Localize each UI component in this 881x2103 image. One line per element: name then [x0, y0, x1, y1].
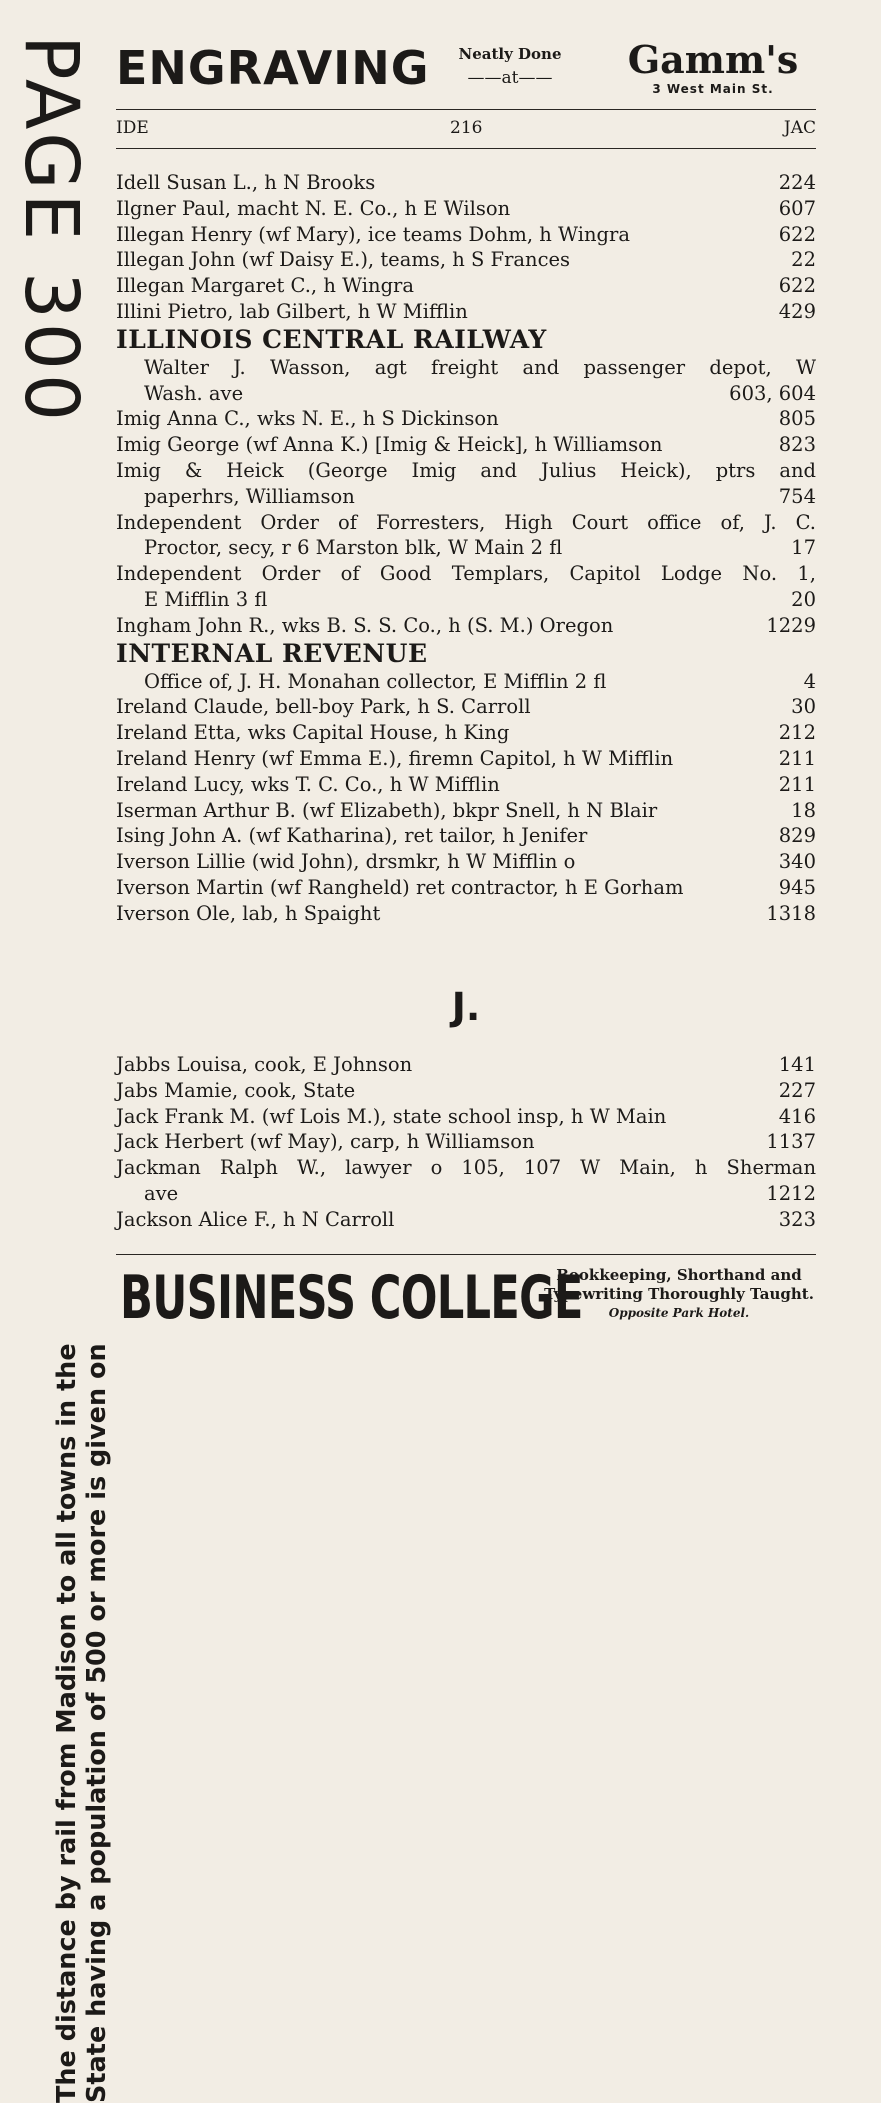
- header-right-guide: JAC: [783, 118, 816, 138]
- entry-number: 1229: [766, 613, 816, 637]
- list-item: [116, 510, 816, 562]
- page-number: 216: [450, 118, 483, 138]
- list-item: [116, 355, 816, 407]
- header-left-guide: IDE: [116, 118, 149, 138]
- at-label: ——at——: [467, 68, 553, 88]
- shop-name-block: [608, 38, 818, 96]
- list-item: [116, 1129, 816, 1155]
- entry-number: 823: [778, 433, 816, 457]
- entry-number: 323: [778, 1207, 816, 1231]
- entry-number: 20: [791, 587, 816, 611]
- list-item: [116, 1104, 816, 1130]
- list-item: [116, 613, 816, 639]
- list-item: [116, 1207, 816, 1233]
- list-item: [116, 273, 816, 299]
- entry-text: Independent Order of Good Templars, Capitol Lodge No. 1,: [116, 562, 816, 586]
- side-banner-line-2: State having a population of 500 or more is given on: [82, 1343, 112, 2103]
- entry-text: Idell Susan L., h N Brooks: [116, 171, 376, 194]
- list-item: [116, 823, 816, 849]
- entry-number: 211: [778, 772, 816, 796]
- entry-text: Ingham John R., wks B. S. S. Co., h (S. M.) Oregon: [116, 613, 614, 637]
- entry-text: Jabs Mamie, cook, State: [116, 1078, 356, 1102]
- entry-text: Ilgner Paul, macht N. E. Co., h E Wilson: [116, 196, 511, 220]
- header-rule: [116, 148, 816, 149]
- entry-text: Ising John A. (wf Katharina), ret tailor, h Jenifer: [116, 824, 588, 848]
- entry-text: Ireland Lucy, wks T. C. Co., h W Mifflin: [116, 772, 500, 796]
- list-item: [116, 196, 816, 222]
- directory-entries-j: [116, 1052, 816, 1233]
- list-item: [116, 720, 816, 746]
- entry-text: Imig Anna C., wks N. E., h S Dickinson: [116, 407, 499, 431]
- list-item: [116, 432, 816, 458]
- engraving-title: ENGRAVING: [116, 41, 430, 95]
- entry-number: 1137: [766, 1130, 816, 1154]
- list-item: [116, 875, 816, 901]
- neatly-done-text: [450, 42, 570, 90]
- entry-text: Illegan Henry (wf Mary), ice teams Dohm, h Wingra: [116, 222, 630, 246]
- entry-number: 17: [791, 536, 816, 560]
- section-heading-railway: ILLINOIS CENTRAL RAILWAY: [116, 324, 547, 354]
- list-item: [116, 772, 816, 798]
- entry-text: Jack Herbert (wf May), carp, h Williamson: [116, 1130, 535, 1154]
- entry-text: Ireland Henry (wf Emma E.), firemn Capitol, h W Mifflin: [116, 746, 674, 770]
- entry-text: Iverson Ole, lab, h Spaight: [116, 901, 381, 925]
- list-item: [116, 406, 816, 432]
- list-item: [116, 247, 816, 273]
- shop-address: 3 West Main St.: [652, 82, 774, 96]
- entry-text-continued: Proctor, secy, r 6 Marston blk, W Main 2 fl: [144, 536, 563, 560]
- ad-line-3: Opposite Park Hotel.: [608, 1306, 750, 1320]
- entry-number: 603, 604: [729, 381, 816, 405]
- list-item: [116, 299, 816, 325]
- entry-number: 211: [778, 746, 816, 770]
- list-item: [116, 798, 816, 824]
- bottom-rule: [116, 1254, 816, 1255]
- entry-text: Jabbs Louisa, cook, E Johnson: [116, 1053, 413, 1076]
- entry-text: Illini Pietro, lab Gilbert, h W Mifflin: [116, 299, 468, 323]
- business-college-description: [524, 1266, 834, 1323]
- entry-text: Iverson Lillie (wid John), drsmkr, h W Mifflin o: [116, 850, 576, 874]
- entry-text: Imig George (wf Anna K.) [Imig & Heick], h Williamson: [116, 433, 663, 457]
- section-letter-j: J.: [451, 985, 481, 1029]
- side-banner: [8, 35, 112, 2103]
- top-advertisement: [116, 38, 816, 102]
- list-item: [116, 1078, 816, 1104]
- entry-number: 429: [778, 299, 816, 323]
- list-item: [116, 170, 816, 196]
- list-item: [116, 561, 816, 613]
- entry-text: Illegan John (wf Daisy E.), teams, h S Frances: [116, 248, 571, 272]
- side-banner-line-1: The distance by rail from Madison to all towns in the: [52, 1343, 82, 2103]
- list-item: [116, 746, 816, 772]
- list-item: [116, 222, 816, 248]
- section-heading-revenue: INTERNAL REVENUE: [116, 638, 428, 668]
- entry-text: Office of, J. H. Monahan collector, E Mifflin 2 fl: [144, 669, 607, 693]
- ad-line-2: Typewriting Thoroughly Taught.: [544, 1285, 814, 1303]
- entry-number: 416: [778, 1104, 816, 1128]
- top-rule: [116, 109, 816, 110]
- entry-number: 622: [778, 222, 816, 246]
- entry-number: 805: [778, 407, 816, 431]
- entry-text: Jackson Alice F., h N Carroll: [116, 1207, 395, 1231]
- entry-text: Illegan Margaret C., h Wingra: [116, 274, 415, 298]
- list-item: [116, 849, 816, 875]
- entry-number: 141: [778, 1053, 816, 1076]
- entry-text-continued: ave: [144, 1181, 179, 1205]
- bottom-advertisement: [120, 1260, 830, 1340]
- directory-entries: [116, 170, 816, 927]
- entry-number: 607: [778, 196, 816, 220]
- entry-text: Imig & Heick (George Imig and Julius Heick), ptrs and: [116, 458, 816, 482]
- entry-number: 1212: [766, 1181, 816, 1205]
- side-banner-page-ref: PAGE 300: [8, 35, 94, 426]
- entry-number: 227: [778, 1078, 816, 1102]
- entry-number: 22: [791, 248, 816, 272]
- entry-text-continued: Wash. ave: [144, 381, 244, 405]
- entry-number: 30: [791, 695, 816, 719]
- list-item: [116, 1155, 816, 1207]
- ad-line-1: Bookkeeping, Shorthand and: [556, 1266, 802, 1284]
- entry-number: 340: [778, 850, 816, 874]
- entry-number: 754: [778, 484, 816, 508]
- entry-text: Ireland Claude, bell-boy Park, h S. Carroll: [116, 695, 531, 719]
- list-item: [116, 669, 816, 695]
- list-item: [116, 1052, 816, 1078]
- entry-text: Iserman Arthur B. (wf Elizabeth), bkpr Snell, h N Blair: [116, 798, 658, 822]
- list-item: [116, 901, 816, 927]
- entry-number: 212: [778, 721, 816, 745]
- entry-number: 829: [778, 824, 816, 848]
- entry-text: Independent Order of Forresters, High Court office of, J. C.: [116, 510, 816, 534]
- entry-number: 4: [803, 669, 816, 693]
- entry-text-continued: E Mifflin 3 fl: [144, 587, 268, 611]
- entry-text: Ireland Etta, wks Capital House, h King: [116, 721, 510, 745]
- entry-number: 945: [778, 875, 816, 899]
- list-item: [116, 694, 816, 720]
- list-item: [116, 458, 816, 510]
- entry-number: 622: [778, 274, 816, 298]
- entry-text: Jackman Ralph W., lawyer o 105, 107 W Main, h Sherman: [116, 1156, 816, 1180]
- entry-number: 224: [778, 171, 816, 194]
- entry-text: Iverson Martin (wf Rangheld) ret contractor, h E Gorham: [116, 875, 684, 899]
- business-college-title: BUSINESS COLLEGE: [120, 1263, 583, 1333]
- entry-text: Walter J. Wasson, agt freight and passenger depot, W: [144, 355, 816, 379]
- page-header: [116, 118, 816, 142]
- entry-number: 1318: [766, 901, 816, 925]
- shop-name: Gamm's: [627, 37, 799, 82]
- entry-text: Jack Frank M. (wf Lois M.), state school insp, h W Main: [116, 1104, 667, 1128]
- entry-text-continued: paperhrs, Williamson: [144, 484, 355, 508]
- entry-number: 18: [791, 798, 816, 822]
- neatly-done-label: Neatly Done: [458, 45, 562, 63]
